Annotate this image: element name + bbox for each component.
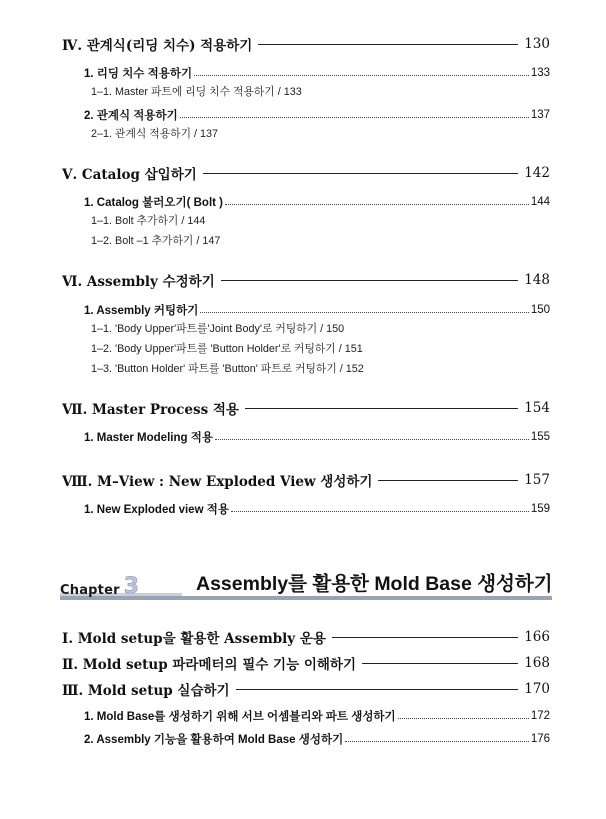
toc-page-number: 150	[530, 304, 550, 316]
toc-entry-6-1[interactable]	[84, 302, 550, 318]
toc-entry-title: 1. Assembly 커팅하기	[84, 305, 199, 317]
toc-page-number: 144	[530, 196, 550, 208]
toc-page-number: 133	[530, 67, 550, 79]
toc-page-number: 154	[524, 400, 550, 416]
toc-entry-7-1[interactable]	[84, 429, 550, 445]
toc-page-number: 137	[530, 109, 550, 121]
toc-section-title: Ⅵ. Assembly 수정하기	[62, 274, 215, 290]
leader-line	[332, 637, 518, 638]
leader-line	[378, 480, 518, 481]
leader-line	[236, 689, 519, 690]
leader-dots	[180, 117, 529, 118]
leader-line	[258, 44, 518, 45]
toc3-section-1[interactable]	[62, 626, 550, 648]
toc-item-5-1-1[interactable]: 1–1. Bolt 추가하기 / 144	[91, 215, 206, 227]
toc-entry-4-2[interactable]	[84, 107, 550, 123]
leader-dots	[200, 312, 528, 313]
leader-dots	[194, 75, 529, 76]
toc-section-title: Ⅱ. Mold setup 파라메터의 필수 기능 이해하기	[62, 657, 357, 673]
toc3-section-3[interactable]	[62, 678, 550, 700]
toc-page-number: 166	[524, 629, 550, 645]
leader-dots	[345, 741, 529, 742]
toc-section-4[interactable]	[62, 33, 550, 55]
leader-dots	[398, 718, 529, 719]
toc-entry-title: 1. Master Modeling 적용	[84, 432, 213, 444]
toc-entry-5-1[interactable]	[84, 194, 550, 210]
chapter-banner	[60, 566, 552, 600]
toc-section-title: Ⅳ. 관계식(리딩 치수) 적용하기	[62, 38, 253, 54]
toc-page-number: 142	[524, 165, 550, 181]
toc-page-number: 148	[524, 272, 550, 288]
toc-section-7[interactable]	[62, 397, 550, 419]
toc-section-title: Ⅶ. Master Process 적용	[62, 402, 239, 418]
toc-item-4-1-1[interactable]: 1–1. Master 파트에 리딩 치수 적용하기 / 133	[91, 86, 302, 98]
toc-item-4-2-1[interactable]: 2–1. 관계식 적용하기 / 137	[91, 128, 219, 140]
toc3-entry-3-1[interactable]	[84, 708, 550, 724]
toc-entry-4-1[interactable]	[84, 65, 550, 81]
chapter-number: 3	[123, 574, 140, 599]
toc-section-title: Ⅷ. M–View : New Exploded View 생성하기	[62, 474, 373, 490]
toc-item-6-1-2[interactable]: 1–2. 'Body Upper'파트를 'Button Holder'로 커팅하기 / 151	[91, 343, 363, 355]
toc-entry-title: 2. 관계식 적용하기	[84, 110, 178, 122]
toc-section-6[interactable]	[62, 269, 550, 291]
leader-dots	[225, 204, 529, 205]
toc-section-title: Ⅴ. Catalog 삽입하기	[62, 167, 197, 183]
toc3-section-2[interactable]	[62, 652, 550, 674]
toc-page-number: 130	[524, 36, 550, 52]
toc-section-title: Ⅰ. Mold setup을 활용한 Assembly 운용	[62, 631, 326, 647]
toc-entry-8-1[interactable]	[84, 501, 550, 517]
toc-page-number: 170	[524, 681, 550, 697]
toc-entry-title: 1. Mold Base를 생성하기 위해 서브 어셈블리와 파트 생성하기	[84, 711, 396, 723]
toc-section-8[interactable]	[62, 469, 550, 491]
chapter-label: Chapter	[60, 583, 120, 598]
leader-line	[203, 173, 518, 174]
chapter-title: Assembly를 활용한 Mold Base 생성하기	[196, 573, 553, 595]
toc-page-number: 157	[524, 472, 550, 488]
toc-page-number: 176	[530, 733, 550, 745]
toc-entry-title: 1. Catalog 불러오기( Bolt )	[84, 197, 223, 209]
toc-entry-title: 1. New Exploded view 적용	[84, 504, 229, 516]
leader-line	[221, 280, 518, 281]
toc-item-5-1-2[interactable]: 1–2. Bolt –1 추가하기 / 147	[91, 235, 221, 247]
toc-section-5[interactable]	[62, 162, 550, 184]
toc-page-number: 172	[530, 710, 550, 722]
toc3-entry-3-2[interactable]	[84, 731, 550, 747]
leader-line	[362, 663, 518, 664]
chapter-badge	[60, 576, 139, 598]
toc-entry-title: 1. 리딩 치수 적용하기	[84, 68, 193, 80]
toc-item-6-1-3[interactable]: 1–3. 'Button Holder' 파트를 'Button' 파트로 커팅하기 / 152	[91, 363, 364, 375]
leader-line	[245, 408, 518, 409]
toc-page-number: 168	[524, 655, 550, 671]
toc-section-title: Ⅲ. Mold setup 실습하기	[62, 683, 230, 699]
leader-dots	[215, 439, 529, 440]
toc-entry-title: 2. Assembly 기능을 활용하여 Mold Base 생성하기	[84, 734, 344, 746]
toc-item-6-1-1[interactable]: 1–1. 'Body Upper'파트를'Joint Body'로 커팅하기 / 150	[91, 323, 345, 335]
toc-page-number: 155	[530, 431, 550, 443]
leader-dots	[231, 511, 529, 512]
toc-page-number: 159	[530, 503, 550, 515]
